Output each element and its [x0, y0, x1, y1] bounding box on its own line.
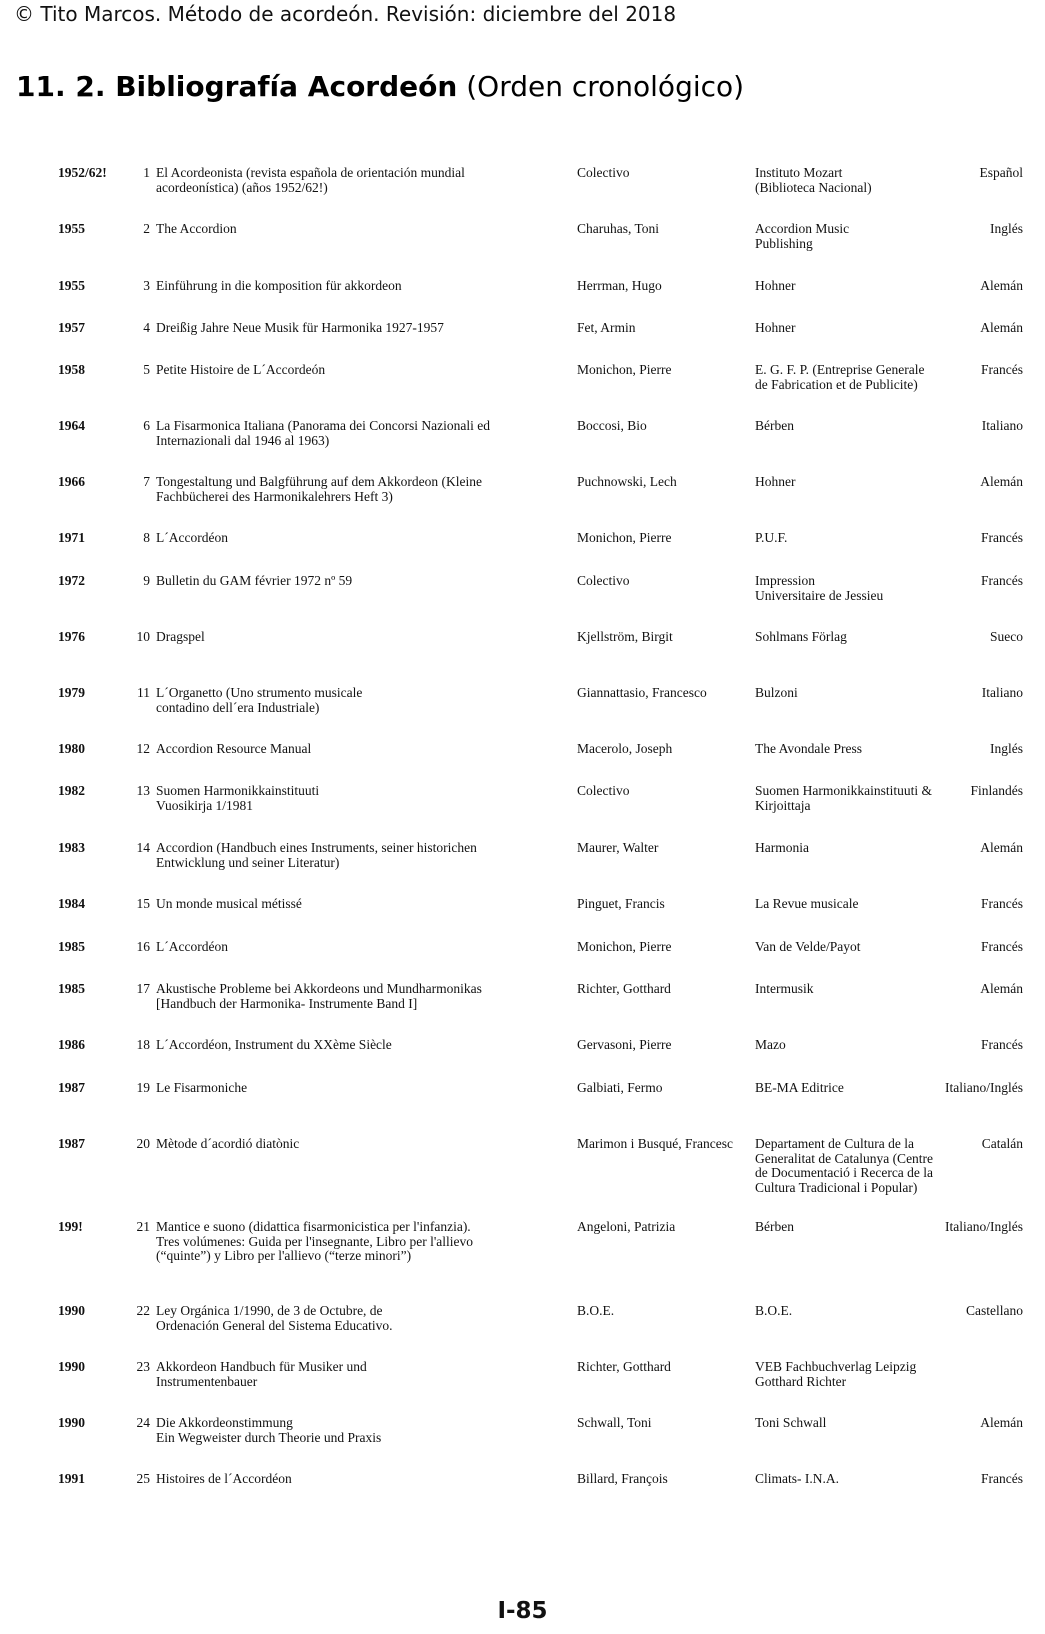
entry-title-line: Accordion (Handbuch eines Instruments, seiner historichen — [156, 840, 477, 855]
entry-language: Francés — [981, 939, 1023, 954]
entry-year: 1955 — [58, 221, 85, 236]
entry-publisher — [755, 1304, 965, 1319]
entry-publisher-line: BE-MA Editrice — [755, 1080, 844, 1095]
entry-title-line: Un monde musical métissé — [156, 896, 302, 911]
section-title-main: 11. 2. Bibliografía Acordeón — [16, 70, 458, 103]
entry-title — [156, 784, 524, 813]
entry-title-line: Ley Orgánica 1/1990, de 3 de Octubre, de — [156, 1303, 383, 1318]
entry-title-line: Entwicklung und seiner Literatur) — [156, 854, 340, 870]
entry-year: 1964 — [58, 418, 85, 433]
entry-language: Italiano/Inglés — [945, 1080, 1023, 1095]
entry-title-line: L´Accordéon — [156, 939, 228, 954]
entry-publisher-line: Hohner — [755, 278, 796, 293]
entry-number: 2 — [143, 221, 150, 236]
entry-author: Angeloni, Patrizia — [577, 1219, 676, 1234]
entry-publisher-line: Accordion Music — [755, 221, 850, 236]
entry-publisher-line: Hohner — [755, 320, 796, 335]
entry-number: 1 — [143, 165, 150, 180]
entry-author: Monichon, Pierre — [577, 939, 672, 954]
entry-year: 1982 — [58, 783, 85, 798]
entry-language: Alemán — [980, 278, 1023, 293]
entry-publisher-line: Kirjoittaja — [755, 797, 811, 813]
entry-title — [156, 1304, 524, 1333]
entry-language: Alemán — [980, 474, 1023, 489]
entry-publisher — [755, 841, 965, 856]
entry-title — [156, 1220, 524, 1264]
entry-title-line: Tongestaltung und Balgführung auf dem Akkordeon (Kleine — [156, 474, 482, 489]
entry-language: Inglés — [990, 221, 1023, 236]
entry-title-line: Petite Histoire de L´Accordeón — [156, 362, 326, 377]
entry-author: Macerolo, Joseph — [577, 741, 673, 756]
entry-title-line: Accordion Resource Manual — [156, 741, 312, 756]
entry-language: Francés — [981, 573, 1023, 588]
entry-title-line: Mantice e suono (didattica fisarmonicistica per l'infanzia). — [156, 1219, 471, 1234]
entry-title — [156, 1038, 524, 1053]
entry-title — [156, 1416, 524, 1445]
entry-number: 15 — [136, 896, 150, 911]
entry-author: Fet, Armin — [577, 320, 636, 335]
entry-publisher — [755, 531, 965, 546]
page-header: © Tito Marcos. Método de acordeón. Revisión: diciembre del 2018 — [14, 2, 677, 26]
entry-publisher-line: Gotthard Richter — [755, 1373, 847, 1389]
entry-publisher-line: Generalitat de Catalunya (Centre — [755, 1150, 934, 1166]
entry-publisher-line: Cultura Tradicional i Popular) — [755, 1179, 918, 1195]
entry-publisher — [755, 982, 965, 997]
entry-title — [156, 841, 524, 870]
entry-publisher — [755, 419, 965, 434]
entry-publisher-line: Bérben — [755, 1219, 794, 1234]
entry-author: Charuhas, Toni — [577, 221, 660, 236]
entry-number: 22 — [136, 1303, 150, 1318]
entry-author: Colectivo — [577, 165, 630, 180]
entry-title-line: Die Akkordeonstimmung — [156, 1415, 293, 1430]
entry-year: 1966 — [58, 474, 85, 489]
entry-number: 13 — [136, 783, 150, 798]
entry-number: 23 — [136, 1359, 150, 1374]
entry-number: 24 — [136, 1415, 150, 1430]
entry-title-line: Suomen Harmonikkainstituuti — [156, 783, 320, 798]
entry-language: Finlandés — [970, 783, 1023, 798]
entry-title-line: The Accordion — [156, 221, 237, 236]
entry-title-line: L´Organetto (Uno strumento musicale — [156, 685, 363, 700]
entry-title — [156, 1472, 524, 1487]
entry-publisher-line: Intermusik — [755, 981, 814, 996]
entry-author: Gervasoni, Pierre — [577, 1037, 672, 1052]
entry-title-line: L´Accordéon — [156, 530, 228, 545]
entry-author: Puchnowski, Lech — [577, 474, 677, 489]
entry-publisher-line: Hohner — [755, 474, 796, 489]
entry-language: Castellano — [966, 1303, 1023, 1318]
entry-publisher — [755, 475, 965, 490]
entry-title-line: Mètode d´acordió diatònic — [156, 1136, 300, 1151]
entry-title-line: Internazionali dal 1946 al 1963) — [156, 432, 330, 448]
entry-title-line: Akkordeon Handbuch für Musiker und — [156, 1359, 367, 1374]
entry-title-line: El Acordeonista (revista española de orientación mundial — [156, 165, 465, 180]
entry-publisher-line: The Avondale Press — [755, 741, 862, 756]
entry-language: Alemán — [980, 981, 1023, 996]
entry-publisher-line: La Revue musicale — [755, 896, 859, 911]
entry-title — [156, 321, 524, 336]
entry-publisher-line: (Biblioteca Nacional) — [755, 179, 872, 195]
entry-title-line: contadino dell´era Industriale) — [156, 699, 320, 715]
entry-title — [156, 1081, 524, 1096]
entry-author: Kjellström, Birgit — [577, 629, 673, 644]
entry-publisher — [755, 742, 965, 757]
entry-publisher — [755, 1137, 965, 1195]
entry-year: 1990 — [58, 1359, 85, 1374]
entry-year: 1983 — [58, 840, 85, 855]
entry-year: 1990 — [58, 1415, 85, 1430]
entry-title-line: (“quinte”) y Libro per l'allievo (“terze minori”) — [156, 1248, 412, 1263]
entry-publisher — [755, 1472, 965, 1487]
entry-title — [156, 742, 524, 757]
entry-publisher — [755, 1220, 965, 1235]
entry-number: 6 — [143, 418, 150, 433]
entry-publisher-line: E. G. F. P. (Entreprise Generale — [755, 362, 925, 377]
entry-title-line: Le Fisarmoniche — [156, 1080, 248, 1095]
entry-title-line: Dragspel — [156, 629, 205, 644]
entry-number: 5 — [143, 362, 150, 377]
entry-title-line: [Handbuch der Harmonika- Instrumente Band I] — [156, 995, 418, 1011]
entry-title-line: La Fisarmonica Italiana (Panorama dei Concorsi Nazionali ed — [156, 418, 491, 433]
entry-title-line: Ordenación General del Sistema Educativo. — [156, 1317, 393, 1333]
entry-publisher — [755, 1038, 965, 1053]
entry-number: 21 — [136, 1219, 150, 1234]
entry-number: 17 — [136, 981, 150, 996]
entry-publisher-line: Universitaire de Jessieu — [755, 587, 884, 603]
entry-year: 1957 — [58, 320, 85, 335]
entry-author: Marimon i Busqué, Francesc — [577, 1136, 733, 1151]
entry-title — [156, 630, 524, 645]
entry-number: 25 — [136, 1471, 150, 1486]
entry-title-line: L´Accordéon, Instrument du XXème Siècle — [156, 1037, 392, 1052]
entry-publisher — [755, 630, 965, 645]
entry-publisher — [755, 1360, 965, 1389]
entry-title — [156, 897, 524, 912]
entry-number: 20 — [136, 1136, 150, 1151]
entry-author: B.O.E. — [577, 1303, 615, 1318]
entry-publisher-line: Impression — [755, 573, 815, 588]
entry-language: Francés — [981, 1471, 1023, 1486]
entry-language: Francés — [981, 896, 1023, 911]
entry-year: 1991 — [58, 1471, 85, 1486]
entry-publisher-line: Bulzoni — [755, 685, 798, 700]
section-title — [16, 70, 744, 103]
entry-year: 1976 — [58, 629, 85, 644]
entry-title — [156, 166, 524, 195]
entry-year: 1990 — [58, 1303, 85, 1318]
entry-author: Herrman, Hugo — [577, 278, 662, 293]
entry-title — [156, 940, 524, 955]
entry-author: Maurer, Walter — [577, 840, 659, 855]
entry-publisher-line: Sohlmans Förlag — [755, 629, 847, 644]
entry-author: Colectivo — [577, 573, 630, 588]
page-number: I-85 — [497, 1598, 548, 1624]
entry-title — [156, 279, 524, 294]
entry-language: Italiano — [981, 685, 1023, 700]
entry-publisher — [755, 897, 965, 912]
entry-title — [156, 982, 524, 1011]
entry-number: 9 — [143, 573, 150, 588]
entry-publisher-line: Bérben — [755, 418, 794, 433]
entry-publisher — [755, 1416, 965, 1431]
entry-year: 1987 — [58, 1136, 85, 1151]
entry-year: 1952/62! — [58, 165, 107, 180]
entry-publisher-line: de Fabrication et de Publicite) — [755, 376, 918, 392]
entry-year: 1955 — [58, 278, 85, 293]
entry-publisher — [755, 574, 965, 603]
entry-language: Inglés — [990, 741, 1023, 756]
entry-publisher — [755, 784, 965, 813]
entry-publisher-line: P.U.F. — [755, 530, 788, 545]
entry-year: 1985 — [58, 939, 85, 954]
entry-language: Italiano — [981, 418, 1023, 433]
entry-language: Francés — [981, 362, 1023, 377]
entry-title — [156, 363, 524, 378]
entry-publisher-line: Suomen Harmonikkainstituuti & — [755, 783, 932, 798]
entry-title — [156, 419, 524, 448]
entry-title — [156, 475, 524, 504]
entry-number: 11 — [137, 685, 150, 700]
entry-publisher — [755, 363, 965, 392]
entry-number: 19 — [136, 1080, 150, 1095]
entry-year: 1980 — [58, 741, 85, 756]
entry-language: Catalán — [981, 1136, 1023, 1151]
entry-language: Italiano/Inglés — [945, 1219, 1023, 1234]
entry-author: Colectivo — [577, 783, 630, 798]
entry-title-line: Ein Wegweister durch Theorie und Praxis — [156, 1429, 382, 1445]
entry-publisher — [755, 1081, 965, 1096]
entry-publisher-line: Climats- I.N.A. — [755, 1471, 839, 1486]
entry-number: 3 — [143, 278, 150, 293]
entry-publisher — [755, 940, 965, 955]
entry-publisher-line: Toni Schwall — [755, 1415, 827, 1430]
entry-publisher-line: Departament de Cultura de la — [755, 1136, 914, 1151]
entry-publisher-line: Harmonia — [755, 840, 809, 855]
entry-title-line: acordeonística) (años 1952/62!) — [156, 179, 328, 195]
entry-year: 1984 — [58, 896, 85, 911]
entry-number: 14 — [136, 840, 150, 855]
entry-language: Sueco — [990, 629, 1023, 644]
entry-publisher-line: Publishing — [755, 235, 813, 251]
section-title-subtitle: (Orden cronológico) — [457, 70, 745, 103]
entry-publisher — [755, 321, 965, 336]
entry-title — [156, 1360, 524, 1389]
entry-publisher — [755, 686, 965, 701]
entry-author: Boccosi, Bio — [577, 418, 647, 433]
entry-year: 1987 — [58, 1080, 85, 1095]
entry-title — [156, 574, 524, 589]
entry-language: Alemán — [980, 320, 1023, 335]
entry-author: Richter, Gotthard — [577, 1359, 671, 1374]
entry-language: Francés — [981, 530, 1023, 545]
entry-author: Monichon, Pierre — [577, 362, 672, 377]
entry-author: Pinguet, Francis — [577, 896, 665, 911]
entry-title — [156, 531, 524, 546]
entry-title-line: Vuosikirja 1/1981 — [156, 797, 254, 813]
entry-title-line: Einführung in die komposition für akkordeon — [156, 278, 402, 293]
entry-author: Richter, Gotthard — [577, 981, 671, 996]
entry-title-line: Histoires de l´Accordéon — [156, 1471, 292, 1486]
entry-title-line: Akustische Probleme bei Akkordeons und Mundharmonikas — [156, 981, 482, 996]
entry-number: 4 — [143, 320, 150, 335]
entry-language: Alemán — [980, 840, 1023, 855]
entry-publisher-line: Instituto Mozart — [755, 165, 843, 180]
entry-author: Galbiati, Fermo — [577, 1080, 663, 1095]
entry-title — [156, 222, 524, 237]
entry-number: 12 — [136, 741, 150, 756]
entry-language: Francés — [981, 1037, 1023, 1052]
entry-author: Billard, François — [577, 1471, 668, 1486]
entry-publisher-line: VEB Fachbuchverlag Leipzig — [755, 1359, 917, 1374]
entry-publisher — [755, 222, 965, 251]
entry-author: Schwall, Toni — [577, 1415, 652, 1430]
entry-language: Alemán — [980, 1415, 1023, 1430]
entry-title-line: Instrumentenbauer — [156, 1373, 258, 1389]
entry-title — [156, 1137, 524, 1152]
entry-year: 1985 — [58, 981, 85, 996]
entry-number: 16 — [136, 939, 150, 954]
entry-publisher — [755, 166, 965, 195]
entry-author: Monichon, Pierre — [577, 530, 672, 545]
entry-number: 8 — [143, 530, 150, 545]
entry-number: 7 — [143, 474, 150, 489]
entry-language: Español — [979, 165, 1023, 180]
entry-year: 1986 — [58, 1037, 85, 1052]
entry-number: 10 — [136, 629, 150, 644]
entry-publisher-line: Van de Velde/Payot — [755, 939, 861, 954]
entry-publisher-line: de Documentació i Recerca de la — [755, 1165, 934, 1180]
entry-year: 1979 — [58, 685, 85, 700]
entry-year: 1958 — [58, 362, 85, 377]
entry-number: 18 — [136, 1037, 150, 1052]
entry-publisher — [755, 279, 965, 294]
entry-year: 199! — [58, 1219, 83, 1234]
entry-title-line: Bulletin du GAM février 1972 nº 59 — [156, 573, 353, 588]
entry-year: 1971 — [58, 530, 85, 545]
entry-publisher-line: B.O.E. — [755, 1303, 793, 1318]
entry-title-line: Tres volúmenes: Guida per l'insegnante, Libro per l'allievo — [156, 1233, 474, 1249]
entry-author: Giannattasio, Francesco — [577, 685, 707, 700]
entry-title-line: Dreißig Jahre Neue Musik für Harmonika 1927-1957 — [156, 320, 444, 335]
entry-year: 1972 — [58, 573, 85, 588]
entry-title-line: Fachbücherei des Harmonikalehrers Heft 3) — [156, 488, 393, 504]
entry-title — [156, 686, 524, 715]
entry-publisher-line: Mazo — [755, 1037, 786, 1052]
